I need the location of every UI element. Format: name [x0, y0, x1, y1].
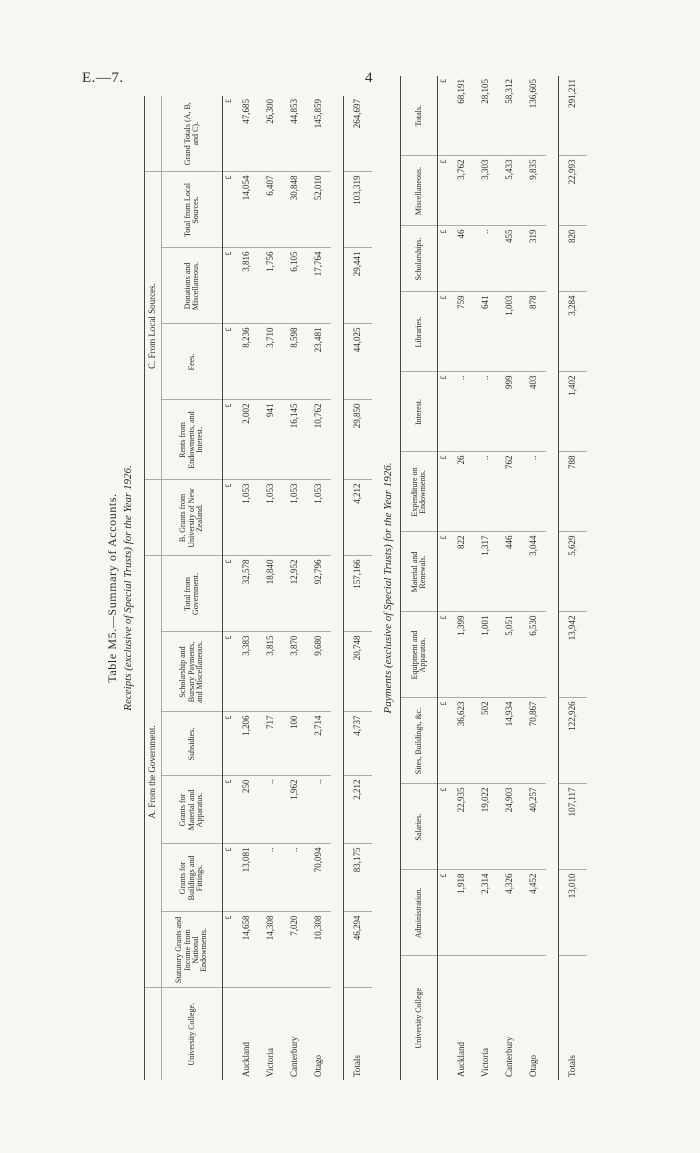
col-header: Libraries.	[401, 292, 438, 372]
page-reference: E.—7.	[82, 70, 124, 86]
table-cell: 1,962	[283, 776, 307, 844]
receipts-subtitle: Receipts (exclusive of Special Trusts) for the Year 1926.	[122, 465, 134, 711]
table-cell: 446	[498, 532, 522, 612]
table-cell: 4,737	[344, 712, 373, 776]
table-cell: 13,010	[559, 870, 588, 956]
unit-cell: £	[438, 226, 451, 292]
table-cell: 157,166	[344, 556, 373, 632]
table-cell: 19,022	[474, 784, 498, 870]
table-cell: 44,853	[283, 96, 307, 172]
table-row	[522, 76, 546, 1080]
table-cell: 788	[559, 452, 588, 532]
table-cell: 319	[522, 226, 546, 292]
col-header: Statutory Grants and Income from National Endowments.	[162, 912, 223, 988]
table-cell: 40,257	[522, 784, 546, 870]
table-cell: 12,952	[283, 556, 307, 632]
table-cell: 941	[259, 400, 283, 480]
table-cell: 145,859	[307, 96, 331, 172]
spacer-row	[546, 76, 559, 1080]
table-cell: ..	[259, 844, 283, 912]
table-cell: 5,433	[498, 156, 522, 226]
payments-subtitle: Payments (exclusive of Special Trusts) for the Year 1926.	[382, 462, 394, 714]
college-name: Victoria	[265, 1048, 276, 1077]
grand-total-spacer	[145, 96, 162, 172]
table-cell: ..	[307, 776, 331, 844]
college-name: Victoria	[480, 1048, 491, 1077]
col-header: Equipment and Apparatus.	[401, 612, 438, 698]
unit-cell: £	[438, 870, 451, 956]
table-cell: 878	[522, 292, 546, 372]
table-cell: 8,236	[235, 324, 259, 400]
table-cell: 26	[450, 452, 474, 532]
table-cell: ..	[474, 372, 498, 452]
table-cell: 1,053	[307, 480, 331, 556]
table-cell: 44,025	[344, 324, 373, 400]
col-header: Totals.	[401, 76, 438, 156]
table-cell: 1,206	[235, 712, 259, 776]
table-cell: 3,816	[235, 248, 259, 324]
unit-cell: £	[438, 452, 451, 532]
col-header: Subsidies.	[162, 712, 223, 776]
col-header: Expenditure on Endowments.	[401, 452, 438, 532]
col-header: Fees.	[162, 324, 223, 400]
table-cell: 46	[450, 226, 474, 292]
col-header: Miscellaneous.	[401, 156, 438, 226]
table-cell: 7,020	[283, 912, 307, 988]
totals-row	[559, 76, 588, 1080]
college-name: Auckland	[241, 1042, 252, 1077]
col-header: Grants for Buildings and Fittings.	[162, 844, 223, 912]
unit-cell: £	[438, 698, 451, 784]
table-title: Table M5.—Summary of Accounts.	[105, 493, 119, 683]
table-cell: 1,053	[283, 480, 307, 556]
table-cell: 2,714	[307, 712, 331, 776]
table-cell: 717	[259, 712, 283, 776]
table-row	[259, 96, 283, 1080]
college-name: Canterbury	[504, 1036, 515, 1077]
unit-cell: £	[438, 76, 451, 156]
table-cell: 92,796	[307, 556, 331, 632]
col-header: University College.	[162, 988, 223, 1080]
col-header: Interest.	[401, 372, 438, 452]
unit-row	[223, 96, 236, 1080]
table-cell: 16,145	[283, 400, 307, 480]
table-cell: 8,598	[283, 324, 307, 400]
table-cell: 5,629	[559, 532, 588, 612]
table-cell: 502	[474, 698, 498, 784]
table-cell: ..	[474, 452, 498, 532]
receipts-table	[144, 96, 372, 1080]
unit-cell: £	[438, 532, 451, 612]
spacer-row	[331, 96, 344, 1080]
table-cell: 762	[498, 452, 522, 532]
group-b-spacer	[145, 480, 162, 556]
table-cell: 14,658	[235, 912, 259, 988]
blank-cell	[438, 956, 451, 1080]
unit-cell: £	[223, 96, 236, 172]
table-cell: 2,314	[474, 870, 498, 956]
col-header: Donations and Miscellaneous.	[162, 248, 223, 324]
unit-cell: £	[223, 844, 236, 912]
table-cell: 29,441	[344, 248, 373, 324]
table-cell: 403	[522, 372, 546, 452]
table-cell: ..	[474, 226, 498, 292]
table-cell: 6,407	[259, 172, 283, 248]
spacer-cell	[331, 96, 344, 1080]
table-cell: 52,010	[307, 172, 331, 248]
unit-cell: £	[223, 912, 236, 988]
table-cell: 1,003	[498, 292, 522, 372]
unit-cell: £	[223, 712, 236, 776]
table-cell: 6,105	[283, 248, 307, 324]
unit-cell: £	[223, 324, 236, 400]
col-header: Grants for Material and Apparatus.	[162, 776, 223, 844]
col-header: Total from Local Sources.	[162, 172, 223, 248]
table-cell: 4,452	[522, 870, 546, 956]
unit-cell: £	[438, 612, 451, 698]
table-cell: 2,212	[344, 776, 373, 844]
payments-column-header	[401, 76, 438, 1080]
table-cell: 4,326	[498, 870, 522, 956]
table-cell: 10,762	[307, 400, 331, 480]
table-cell: 122,926	[559, 698, 588, 784]
table-cell: 3,044	[522, 532, 546, 612]
group-c-header: C. From Local Sources.	[145, 172, 162, 480]
unit-cell: £	[223, 776, 236, 844]
unit-cell: £	[438, 292, 451, 372]
totals-row	[344, 96, 373, 1080]
table-cell: 1,001	[474, 612, 498, 698]
payments-body	[438, 76, 588, 1080]
unit-cell: £	[223, 400, 236, 480]
table-cell: 14,054	[235, 172, 259, 248]
col-header: Scholarships.	[401, 226, 438, 292]
table-cell: ..	[283, 844, 307, 912]
table-cell: 13,942	[559, 612, 588, 698]
col-header: Salaries.	[401, 784, 438, 870]
unit-cell: £	[223, 172, 236, 248]
table-cell: 4,212	[344, 480, 373, 556]
table-cell: 68,191	[450, 76, 474, 156]
table-cell: 70,867	[522, 698, 546, 784]
col-header: B. Grants from University of New Zealand.	[162, 480, 223, 556]
table-cell: 136,605	[522, 76, 546, 156]
payments-table	[400, 76, 587, 1080]
table-cell: 46,294	[344, 912, 373, 988]
table-cell: 250	[235, 776, 259, 844]
table-cell: 14,308	[259, 912, 283, 988]
receipts-body	[223, 96, 373, 1080]
table-cell: 32,578	[235, 556, 259, 632]
table-cell: 30,848	[283, 172, 307, 248]
table-cell: 3,762	[450, 156, 474, 226]
table-cell: 103,319	[344, 172, 373, 248]
table-cell: 36,623	[450, 698, 474, 784]
group-a-header: A. From the Government.	[145, 556, 162, 988]
table-cell: 264,697	[344, 96, 373, 172]
table-cell: 22,935	[450, 784, 474, 870]
table-cell: 28,105	[474, 76, 498, 156]
table-cell: 1,399	[450, 612, 474, 698]
college-name: Auckland	[456, 1042, 467, 1077]
table-cell: 1,918	[450, 870, 474, 956]
receipts-group-header	[145, 96, 162, 1080]
table-row	[235, 96, 259, 1080]
table-cell: 3,383	[235, 632, 259, 712]
table-cell: 22,993	[559, 156, 588, 226]
table-cell: 3,303	[474, 156, 498, 226]
table-cell: 17,764	[307, 248, 331, 324]
unit-row	[438, 76, 451, 1080]
receipts-column-header	[162, 96, 223, 1080]
table-row	[474, 76, 498, 1080]
table-cell: 23,481	[307, 324, 331, 400]
table-cell: 6,530	[522, 612, 546, 698]
table-cell: 1,402	[559, 372, 588, 452]
unit-cell: £	[438, 784, 451, 870]
unit-cell: £	[438, 372, 451, 452]
table-cell: 14,934	[498, 698, 522, 784]
table-cell: 9,835	[522, 156, 546, 226]
table-cell: 100	[283, 712, 307, 776]
table-row	[307, 96, 331, 1080]
table-cell: 1,053	[259, 480, 283, 556]
table-cell: 13,081	[235, 844, 259, 912]
col-header: University College	[401, 956, 438, 1080]
table-cell: 3,815	[259, 632, 283, 712]
col-header: Grand Totals (A, B, and C).	[162, 96, 223, 172]
table-cell: 3,710	[259, 324, 283, 400]
unit-cell: £	[223, 248, 236, 324]
col-header: Rents from Endowments, and Interest.	[162, 400, 223, 480]
totals-label: Totals	[559, 956, 588, 1080]
col-header: Material and Renewals.	[401, 532, 438, 612]
col-header: Total from Government.	[162, 556, 223, 632]
table-cell: 70,094	[307, 844, 331, 912]
table-row	[498, 76, 522, 1080]
page-number: 4	[365, 70, 373, 86]
table-cell: 291,211	[559, 76, 588, 156]
table-row	[450, 76, 474, 1080]
blank-cell	[145, 988, 162, 1080]
table-cell: 455	[498, 226, 522, 292]
table-cell: ..	[259, 776, 283, 844]
table-cell: 641	[474, 292, 498, 372]
table-cell: ..	[450, 372, 474, 452]
unit-cell: £	[223, 480, 236, 556]
table-cell: 1,317	[474, 532, 498, 612]
table-cell: 820	[559, 226, 588, 292]
table-cell: ..	[522, 452, 546, 532]
col-header: Scholarship and Bursary Payments, and Miscellaneous.	[162, 632, 223, 712]
col-header: Administration.	[401, 870, 438, 956]
table-cell: 107,117	[559, 784, 588, 870]
table-cell: 1,756	[259, 248, 283, 324]
table-cell: 9,680	[307, 632, 331, 712]
rotated-page-content	[96, 79, 616, 1088]
unit-cell: £	[223, 632, 236, 712]
table-cell: 2,002	[235, 400, 259, 480]
table-cell: 3,870	[283, 632, 307, 712]
col-header: Sites, Buildings, &c.	[401, 698, 438, 784]
table-cell: 20,748	[344, 632, 373, 712]
table-cell: 47,685	[235, 96, 259, 172]
table-row	[283, 96, 307, 1080]
totals-label: Totals	[344, 988, 373, 1080]
unit-cell: £	[223, 556, 236, 632]
table-cell: 58,312	[498, 76, 522, 156]
spacer-cell	[546, 76, 559, 1080]
table-cell: 3,284	[559, 292, 588, 372]
table-cell: 822	[450, 532, 474, 612]
college-name: Otago	[528, 1055, 539, 1077]
table-cell: 29,850	[344, 400, 373, 480]
table-cell: 18,840	[259, 556, 283, 632]
table-cell: 10,308	[307, 912, 331, 988]
unit-cell: £	[438, 156, 451, 226]
table-cell: 26,300	[259, 96, 283, 172]
college-name: Canterbury	[289, 1036, 300, 1077]
table-cell: 999	[498, 372, 522, 452]
table-cell: 24,903	[498, 784, 522, 870]
table-cell: 1,053	[235, 480, 259, 556]
table-cell: 83,175	[344, 844, 373, 912]
table-cell: 759	[450, 292, 474, 372]
college-name: Otago	[313, 1055, 324, 1077]
table-cell: 5,051	[498, 612, 522, 698]
blank-cell	[223, 988, 236, 1080]
